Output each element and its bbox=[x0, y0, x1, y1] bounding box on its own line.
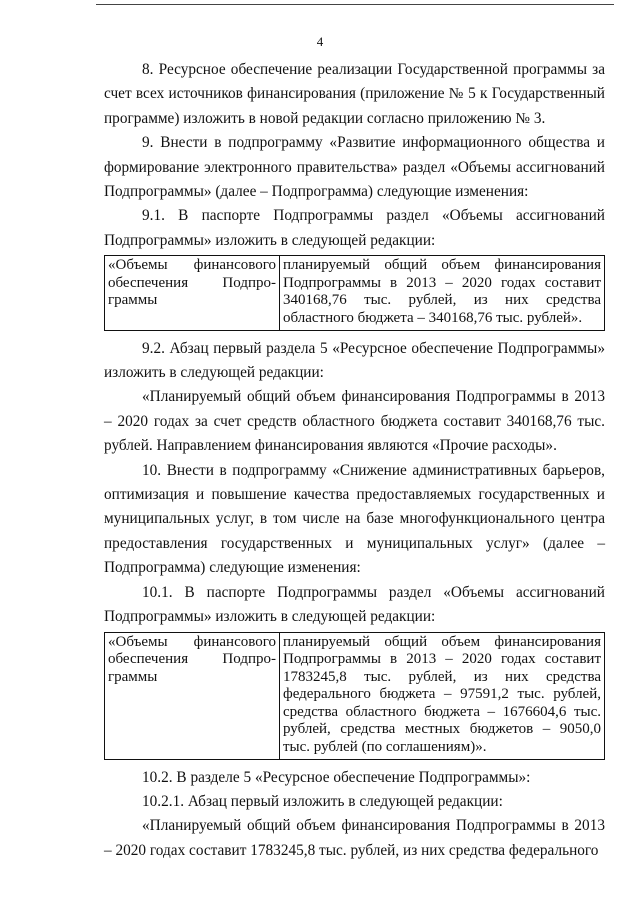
cell-label-line: «Объемы финансового bbox=[108, 257, 276, 274]
paragraph-9-1: 9.1. В паспорте Подпрограммы раздел «Объемы ассигнований Подпрограммы» изложить в следующей редакции: bbox=[104, 207, 605, 249]
table-row bbox=[105, 256, 605, 330]
table-cell-label bbox=[105, 632, 280, 759]
table-cell-value: планируемый общий объем финансирования Подпрограммы в 2013 – 2020 годах составит 340168,76 тыс. рублей, из них средства областного бюджета – 340168,76 тыс. рублей». bbox=[280, 256, 605, 330]
table-cell-value: планируемый общий объем финансирования Подпрограммы в 2013 – 2020 годах составит 1783245,8 тыс. рублей, из них средства федерального бюджета – 97591,2 тыс. рублей, средства областного бюджета – 1676604,6 тыс. рублей, средства местных бюджетов – 9050,0 тыс. рублей (по соглашениям)». bbox=[280, 632, 605, 759]
table-subprogram-10-funding bbox=[104, 632, 605, 760]
top-rule bbox=[96, 4, 614, 5]
table-cell-label bbox=[105, 256, 280, 330]
paragraph-9-2-quote: «Планируемый общий объем финансирования Подпрограммы в 2013 – 2020 годах за счет средств областного бюджета составит 340168,76 тыс. рублей. Направлением финансирования являются «Прочие расходы». bbox=[104, 388, 605, 455]
paragraph-9-2: 9.2. Абзац первый раздела 5 «Ресурсное обеспечение Подпрограммы» изложить в следующей редакции: bbox=[104, 339, 605, 382]
paragraph-10-2-1-quote: «Планируемый общий объем финансирования Подпрограммы в 2013 – 2020 годах составит 1783245,8 тыс. рублей, из них средства федерального bbox=[104, 817, 605, 859]
paragraph-10-1: 10.1. В паспорте Подпрограммы раздел «Объемы ассигнований Подпрограммы» изложить в следующей редакции: bbox=[104, 583, 605, 626]
document-body bbox=[104, 58, 605, 863]
cell-label-line: граммы bbox=[108, 668, 158, 685]
paragraph-9: 9. Внести в подпрограмму «Развитие информационного общества и формирование электронного правительства» раздел «Объемы ассигнований Подпрограммы» (далее – Подпрограмма) следующие изменения: bbox=[104, 134, 605, 201]
cell-label-line: граммы bbox=[108, 292, 158, 309]
cell-label-line: обеспечения Подпро- bbox=[108, 651, 276, 668]
paragraph-10-2: 10.2. В разделе 5 «Ресурсное обеспечение Подпрограммы»: bbox=[142, 768, 531, 786]
table-subprogram-9-funding bbox=[104, 255, 605, 330]
cell-label-line: «Объемы финансового bbox=[108, 633, 276, 650]
paragraph-8: 8. Ресурсное обеспечение реализации Государственной программы за счет всех источников финансирования (приложение № 5 к Государственный программе) изложить в новой редакции согласно приложению № 3. bbox=[104, 61, 605, 127]
cell-label-line: обеспечения Подпро- bbox=[108, 274, 276, 291]
paragraph-10: 10. Внести в подпрограмму «Снижение административных барьеров, оптимизация и повышение качества предоставляемых государственных и муниципальных услуг, в том числе на базе многофункционального центра предоставления государственных и муниципальных услуг» (далее – Подпрограмма) следующие изменения: bbox=[104, 461, 605, 577]
paragraph-10-2-1: 10.2.1. Абзац первый изложить в следующей редакции: bbox=[142, 793, 503, 811]
page-number: 4 bbox=[316, 34, 324, 49]
table-row bbox=[105, 632, 605, 759]
